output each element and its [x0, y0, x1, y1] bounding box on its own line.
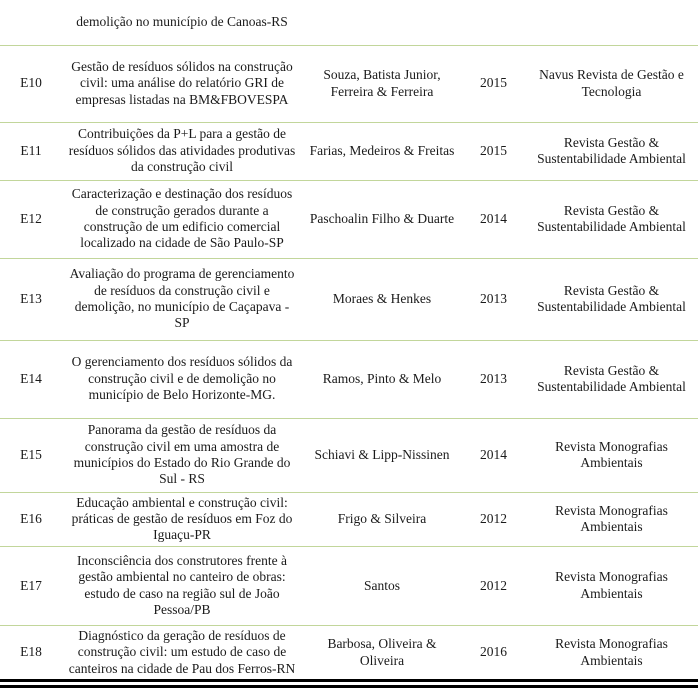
cell-authors — [302, 0, 462, 45]
cell-year: 2014 — [462, 418, 525, 492]
table-row — [0, 180, 698, 258]
cell-title: Panorama da gestão de resíduos da construção civil em uma amostra de municípios do Estado do Rio Grande do Sul - RS — [62, 418, 302, 492]
cell-entry-id: E12 — [0, 180, 62, 258]
cell-year: 2012 — [462, 492, 525, 546]
cell-year: 2013 — [462, 258, 525, 340]
cell-year: 2015 — [462, 45, 525, 122]
table-row — [0, 258, 698, 340]
cell-year: 2015 — [462, 122, 525, 180]
cell-journal — [525, 0, 698, 45]
cell-journal: Revista Gestão & Sustentabilidade Ambiental — [525, 258, 698, 340]
cell-journal: Revista Monografias Ambientais — [525, 546, 698, 625]
cell-authors: Farias, Medeiros & Freitas — [302, 122, 462, 180]
cell-authors: Frigo & Silveira — [302, 492, 462, 546]
table-row — [0, 122, 698, 180]
cell-journal: Revista Monografias Ambientais — [525, 492, 698, 546]
cell-title: Diagnóstico da geração de resíduos de construção civil: um estudo de caso de canteiros na cidade de Pau dos Ferros-RN — [62, 625, 302, 680]
cell-entry-id: E16 — [0, 492, 62, 546]
cell-entry-id: E10 — [0, 45, 62, 122]
cell-journal: Revista Gestão & Sustentabilidade Ambiental — [525, 122, 698, 180]
cell-year: 2012 — [462, 546, 525, 625]
cell-journal: Revista Gestão & Sustentabilidade Ambiental — [525, 180, 698, 258]
cell-entry-id: E15 — [0, 418, 62, 492]
cell-authors: Ramos, Pinto & Melo — [302, 340, 462, 418]
cell-authors: Moraes & Henkes — [302, 258, 462, 340]
cell-title: O gerenciamento dos resíduos sólidos da construção civil e de demolição no município de Belo Horizonte-MG. — [62, 340, 302, 418]
table-row-partial — [0, 0, 698, 45]
cell-title: demolição no município de Canoas-RS — [62, 0, 302, 45]
cell-entry-id — [0, 0, 62, 45]
cell-authors: Paschoalin Filho & Duarte — [302, 180, 462, 258]
cell-title: Inconsciência dos construtores frente à gestão ambiental no canteiro de obras: estudo de caso na região sul de João Pessoa/PB — [62, 546, 302, 625]
cell-authors: Schiavi & Lipp-Nissinen — [302, 418, 462, 492]
cell-authors: Barbosa, Oliveira & Oliveira — [302, 625, 462, 680]
table-row — [0, 418, 698, 492]
cell-year: 2013 — [462, 340, 525, 418]
cell-journal: Revista Monografias Ambientais — [525, 625, 698, 680]
cell-entry-id: E11 — [0, 122, 62, 180]
table-row — [0, 546, 698, 625]
table-row — [0, 340, 698, 418]
cell-journal: Navus Revista de Gestão e Tecnologia — [525, 45, 698, 122]
cell-entry-id: E13 — [0, 258, 62, 340]
cell-journal: Revista Gestão & Sustentabilidade Ambiental — [525, 340, 698, 418]
cell-year — [462, 0, 525, 45]
cell-entry-id: E18 — [0, 625, 62, 680]
cell-authors: Souza, Batista Junior, Ferreira & Ferreira — [302, 45, 462, 122]
cell-authors: Santos — [302, 546, 462, 625]
cell-year: 2014 — [462, 180, 525, 258]
table-row — [0, 625, 698, 680]
cell-title: Avaliação do programa de gerenciamento de resíduos da construção civil e demolição, no município de Caçapava - SP — [62, 258, 302, 340]
cell-title: Educação ambiental e construção civil: práticas de gestão de resíduos em Foz do Iguaçu-PR — [62, 492, 302, 546]
cell-title: Caracterização e destinação dos resíduos de construção gerados durante a construção de um edificio comercial localizado na cidade de São Paulo-SP — [62, 180, 302, 258]
cell-year: 2016 — [462, 625, 525, 680]
cell-title: Gestão de resíduos sólidos na construção civil: uma análise do relatório GRI de empresas listadas na BM&FBOVESPA — [62, 45, 302, 122]
table-row — [0, 45, 698, 122]
table-row — [0, 492, 698, 546]
cell-journal: Revista Monografias Ambientais — [525, 418, 698, 492]
cell-entry-id: E14 — [0, 340, 62, 418]
cell-entry-id: E17 — [0, 546, 62, 625]
cell-title: Contribuições da P+L para a gestão de resíduos sólidos das atividades produtivas da construção civil — [62, 122, 302, 180]
